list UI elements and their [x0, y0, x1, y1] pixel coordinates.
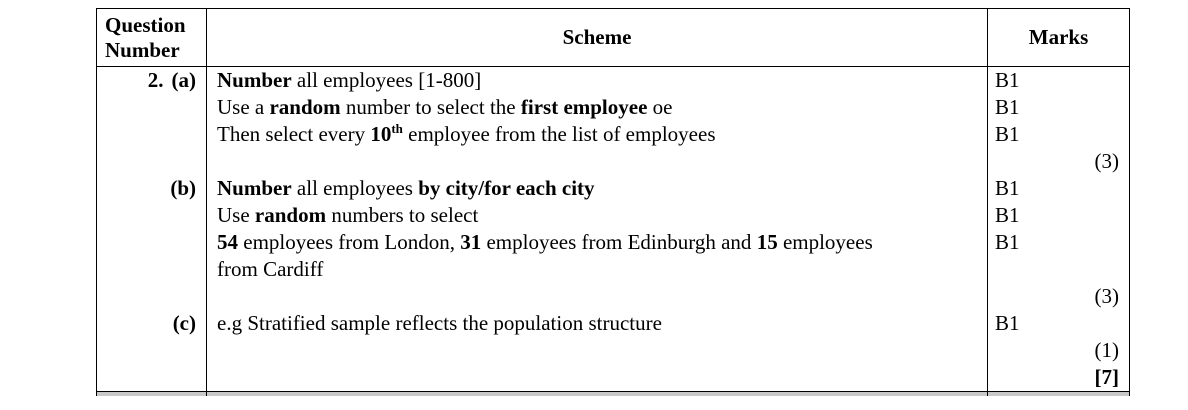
table-footer-bar — [97, 392, 1130, 397]
mark-b1: B1 — [995, 203, 1020, 227]
mark-b1: B1 — [995, 176, 1020, 200]
header-row — [97, 9, 1130, 67]
part-a-subtotal: (3) — [1094, 149, 1119, 173]
scheme-line: 54 employees from London, 31 employees from Edinburgh and 15 employees — [217, 230, 873, 254]
part-a-label: 2. (a) — [97, 67, 207, 176]
part-a-marks — [988, 67, 1130, 176]
mark-b1: B1 — [995, 122, 1020, 146]
mark-b1: B1 — [995, 230, 1020, 254]
part-a-row — [97, 67, 1130, 176]
question-number-header: Question Number — [97, 9, 207, 67]
part-b-subtotal: (3) — [1094, 284, 1119, 308]
part-c-scheme — [207, 310, 988, 392]
part-c-marks — [988, 310, 1130, 392]
mark-b1: B1 — [995, 311, 1020, 335]
question-total: [7] — [1094, 365, 1119, 389]
scheme-line: Number all employees [1-800] — [217, 68, 482, 92]
part-a-scheme — [207, 67, 988, 176]
question-number: 2. — [147, 68, 164, 92]
part-b-row — [97, 175, 1130, 310]
scheme-line: Use a random number to select the first employee oe — [217, 95, 673, 119]
mark-b1: B1 — [995, 68, 1020, 92]
part-b-scheme — [207, 175, 988, 310]
scheme-line: Then select every 10th employee from the list of employees — [217, 121, 716, 146]
part-b-marks — [988, 175, 1130, 310]
scheme-line: e.g Stratified sample reflects the population structure — [217, 311, 662, 335]
mark-b1: B1 — [995, 95, 1020, 119]
scheme-header: Scheme — [207, 9, 988, 67]
marks-header: Marks — [988, 9, 1130, 67]
scheme-line: from Cardiff — [217, 257, 324, 281]
part-c-label: (c) — [97, 310, 207, 392]
scheme-line: Number all employees by city/for each city — [217, 176, 595, 200]
part-c-subtotal: (1) — [1094, 338, 1119, 362]
scheme-line: Use random numbers to select — [217, 203, 479, 227]
part-c-row — [97, 310, 1130, 392]
mark-scheme-table — [96, 8, 1130, 396]
part-b-label: (b) — [97, 175, 207, 310]
